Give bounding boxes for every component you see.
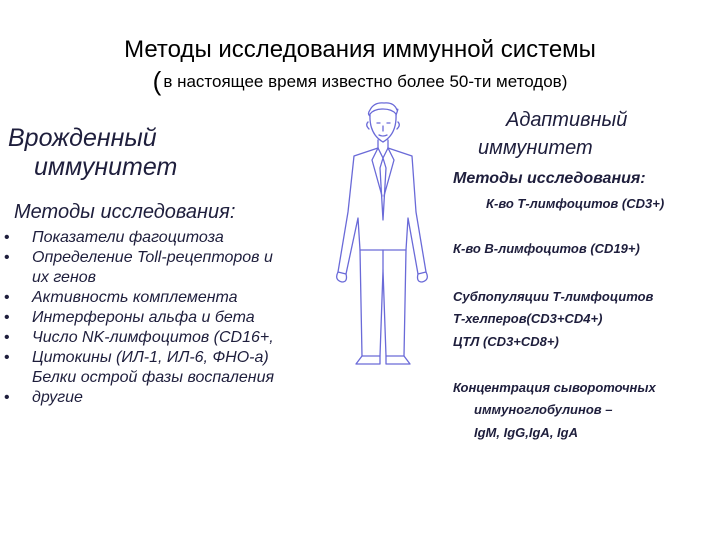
list-item-text: Определение Toll-рецепторов и [32, 249, 273, 266]
page-subtitle [0, 66, 720, 97]
b-lymphocytes-count: К-во В-лимфоцитов (CD19+) [453, 241, 640, 256]
bullet: • [4, 329, 10, 346]
list-item [4, 228, 306, 248]
innate-methods-label: Методы исследования: [14, 201, 236, 223]
bullet: • [4, 289, 10, 306]
innate-heading-line1: Врожденный [8, 124, 157, 152]
subtitle-paren: ( [152, 66, 162, 96]
adaptive-heading-line2: иммунитет [478, 137, 593, 159]
list-item-text: Показатели фагоцитоза [32, 229, 224, 246]
innate-heading-line2: иммунитет [34, 153, 178, 181]
list-item-text: Интерфероны альфа и бета [32, 309, 255, 326]
subtitle-text: в настоящее время известно более 50-ти методов) [163, 72, 568, 91]
bullet: • [4, 309, 10, 326]
page-title: Методы исследования иммунной системы [124, 36, 596, 63]
human-figure-illustration [326, 100, 438, 390]
list-item-text: другие [32, 389, 83, 406]
list-item-text: Число NK-лимфоцитов (CD16+, [32, 329, 274, 346]
list-item [4, 348, 306, 388]
innate-methods-list [4, 228, 306, 408]
immunoglobulin-classes: IgM, IgG,IgA, IgA [474, 425, 578, 440]
list-item-text: Цитокины (ИЛ-1, ИЛ-6, ФНО-а) [32, 349, 269, 366]
list-item-text: Активность комплемента [32, 289, 238, 306]
list-item-continuation: их генов [32, 269, 97, 286]
list-item [4, 328, 306, 348]
ctl: ЦТЛ (CD3+CD8+) [453, 334, 559, 349]
t-lymphocytes-count: К-во Т-лимфоцитов (CD3+) [486, 196, 665, 211]
list-item [4, 288, 306, 308]
adaptive-heading-line1: Адаптивный [506, 109, 628, 131]
list-item [4, 308, 306, 328]
bullet: • [4, 249, 10, 266]
t-helpers: Т-хелперов(CD3+CD4+) [453, 311, 603, 326]
adaptive-heading [478, 106, 627, 162]
list-item-continuation: Белки острой фазы воспаления [32, 369, 275, 386]
innate-heading [8, 124, 177, 182]
adaptive-methods-label: Методы исследования: [453, 170, 646, 187]
immunoglobulin-line1: Концентрация сывороточных [453, 380, 656, 395]
t-subpopulations: Субпопуляции Т-лимфоцитов [453, 289, 654, 304]
bullet: • [4, 229, 10, 246]
list-item [4, 388, 306, 408]
bullet: • [4, 389, 10, 406]
bullet: • [4, 349, 10, 366]
immunoglobulin-line2: иммуноглобулинов – [474, 402, 613, 417]
list-item [4, 248, 306, 288]
